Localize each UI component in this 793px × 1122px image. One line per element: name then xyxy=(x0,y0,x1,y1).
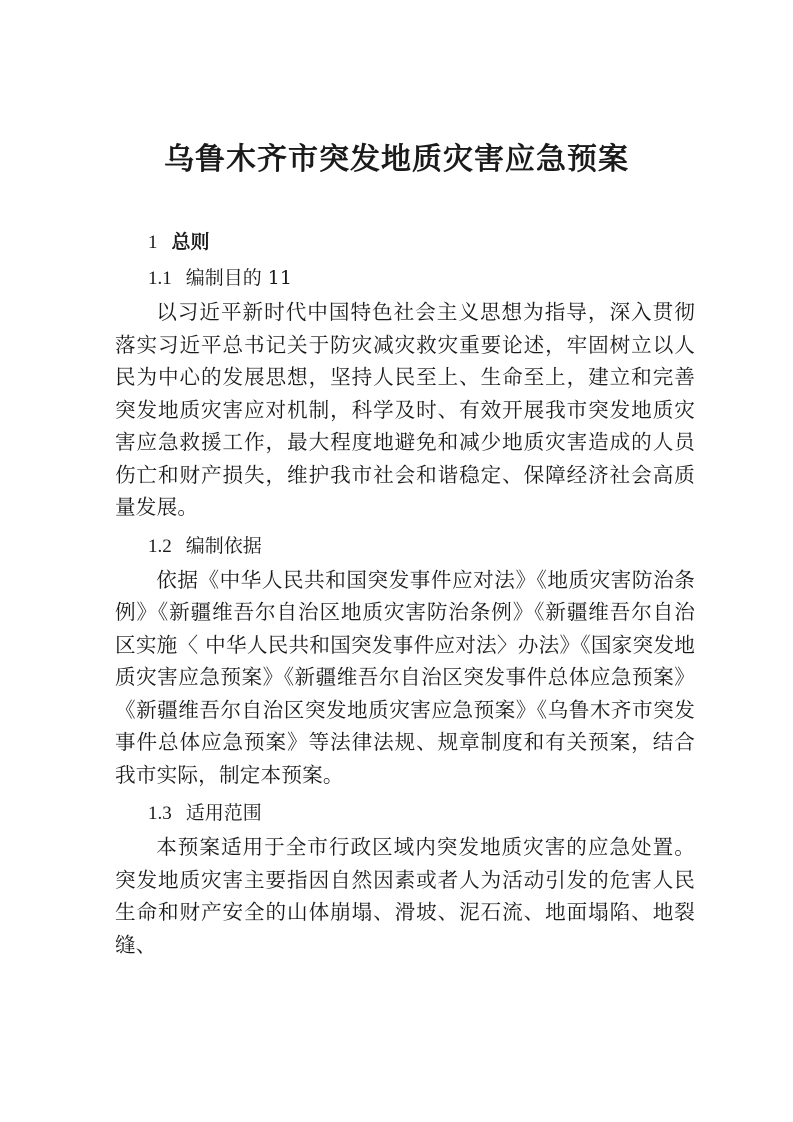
section-heading-scope xyxy=(148,795,695,831)
section-title: 编制目的 11 xyxy=(185,267,292,289)
section-number: 1.1 xyxy=(148,268,172,289)
document-body xyxy=(115,224,695,961)
section-number: 1 xyxy=(148,232,158,253)
section-heading-general xyxy=(148,224,695,260)
document-title: 乌鲁木齐市突发地质灾害应急预案 xyxy=(164,142,629,177)
paragraph-scope: 本预案适用于全市行政区域内突发地质灾害的应急处置。突发地质灾害主要指因自然因素或者人为活动引发的危害人民生命和财产安全的山体崩塌、滑坡、泥石流、地面塌陷、地裂缝、 xyxy=(115,835,695,957)
section-title: 总则 xyxy=(171,231,210,253)
section-number: 1.3 xyxy=(148,803,172,824)
paragraph-purpose: 以习近平新时代中国特色社会主义思想为指导，深入贯彻落实习近平总书记关于防灾减灾救灾重要论述，牢固树立以人民为中心的发展思想，坚持人民至上、生命至上，建立和完善突发地质灾害应对机制，科学及时、有效开展我市突发地质灾害应急救援工作，最大程度地避免和减少地质灾害造成的人员伤亡和财产损失，维护我市社会和谐稳定、保障经济社会高质量发展。 xyxy=(115,300,695,519)
section-title: 编制依据 xyxy=(185,534,262,557)
paragraph-basis: 依据《中华人民共和国突发事件应对法》《地质灾害防治条例》《新疆维吾尔自治区地质灾害防治条例》《新疆维吾尔自治区实施〈 中华人民共和国突发事件应对法〉办法》《国家突发地质灾害应急预案》《新疆维吾尔自治区突发事件总体应急预案》《新疆维吾尔自治区突发地质灾害应急预案》《乌鲁木齐市突发事件总体应急预案》等法律法规、规章制度和有关预案，结合我市实际，制定本预案。 xyxy=(115,567,695,787)
section-number: 1.2 xyxy=(148,535,172,557)
section-heading-basis xyxy=(148,528,695,564)
section-title: 适用范围 xyxy=(185,802,262,824)
section-heading-purpose xyxy=(148,260,695,296)
